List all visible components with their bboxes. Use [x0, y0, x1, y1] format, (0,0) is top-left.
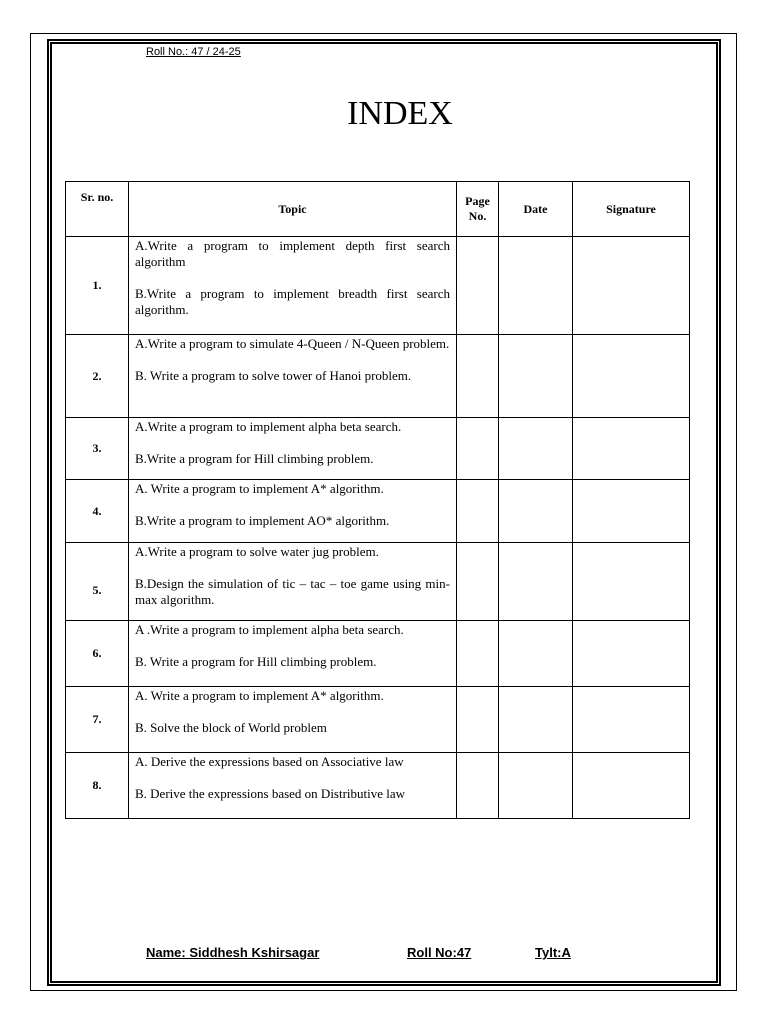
row-signature: [573, 753, 690, 819]
row-signature: [573, 418, 690, 480]
header-signature: Signature: [573, 182, 690, 237]
topic-a: A. Derive the expressions based on Associative law: [135, 754, 404, 769]
header-page-line1: Page: [465, 194, 490, 208]
roll-number-header: Roll No.: 47 / 24-25: [146, 46, 241, 58]
row-page: [457, 687, 499, 753]
row-date: [499, 687, 573, 753]
row-date: [499, 335, 573, 418]
header-sr-no: Sr. no.: [66, 182, 129, 237]
topic-b: B. Derive the expressions based on Distributive law: [135, 786, 406, 801]
row-sr: 5.: [66, 543, 129, 621]
row-topic: [129, 335, 457, 418]
row-sr: 4.: [66, 480, 129, 543]
row-page: [457, 418, 499, 480]
row-date: [499, 753, 573, 819]
row-signature: [573, 687, 690, 753]
row-date: [499, 237, 573, 335]
row-topic: [129, 237, 457, 335]
row-topic: [129, 480, 457, 543]
topic-a: A. Write a program to implement A* algorithm.: [135, 481, 384, 496]
row-sr: 2.: [66, 335, 129, 418]
topic-b: B.Write a program to implement breadth first search algorithm.: [135, 286, 450, 317]
topic-b: B.Write a program to implement AO* algorithm.: [135, 513, 390, 528]
topic-a: A.Write a program to simulate 4-Queen / N-Queen problem.: [135, 336, 450, 351]
table-row: [66, 418, 690, 480]
topic-b: B. Write a program for Hill climbing problem.: [135, 654, 377, 669]
header-topic: Topic: [129, 182, 457, 237]
row-signature: [573, 335, 690, 418]
row-sr: 8.: [66, 753, 129, 819]
topic-a: A.Write a program to solve water jug problem.: [135, 544, 379, 559]
row-topic: [129, 621, 457, 687]
row-sr: 6.: [66, 621, 129, 687]
row-page: [457, 335, 499, 418]
row-date: [499, 543, 573, 621]
row-sr: 7.: [66, 687, 129, 753]
table-row: [66, 753, 690, 819]
row-signature: [573, 237, 690, 335]
table-row: [66, 543, 690, 621]
row-page: [457, 621, 499, 687]
row-page: [457, 543, 499, 621]
table-row: [66, 335, 690, 418]
row-sr: 3.: [66, 418, 129, 480]
row-date: [499, 418, 573, 480]
row-signature: [573, 480, 690, 543]
page-title: INDEX: [347, 95, 453, 132]
header-page-no: [457, 182, 499, 237]
table-row: [66, 237, 690, 335]
row-page: [457, 753, 499, 819]
table-row: [66, 687, 690, 753]
topic-b: B.Write a program for Hill climbing problem.: [135, 451, 374, 466]
topic-a: A. Write a program to implement A* algorithm.: [135, 688, 384, 703]
table-row: [66, 480, 690, 543]
row-date: [499, 621, 573, 687]
footer-name: Name: Siddhesh Kshirsagar: [146, 945, 320, 960]
topic-b: B.Design the simulation of tic – tac – toe game using min-max algorithm.: [135, 576, 450, 607]
header-page-line2: No.: [468, 209, 487, 223]
row-topic: [129, 418, 457, 480]
table-row: [66, 621, 690, 687]
topic-a: A .Write a program to implement alpha beta search.: [135, 622, 404, 637]
row-date: [499, 480, 573, 543]
topic-b: B. Write a program to solve tower of Hanoi problem.: [135, 368, 412, 383]
topic-a: A.Write a program to implement alpha beta search.: [135, 419, 402, 434]
row-topic: [129, 687, 457, 753]
row-signature: [573, 621, 690, 687]
row-sr: 1.: [66, 237, 129, 335]
footer-roll: Roll No:47: [407, 945, 472, 960]
topic-b: B. Solve the block of World problem: [135, 720, 327, 735]
footer-class: Tylt:A: [535, 945, 571, 960]
row-page: [457, 480, 499, 543]
table-header-row: [66, 182, 690, 237]
topic-a: A.Write a program to implement depth first search algorithm: [135, 238, 450, 269]
row-topic: [129, 753, 457, 819]
row-signature: [573, 543, 690, 621]
row-topic: [129, 543, 457, 621]
index-table: [65, 181, 690, 819]
row-page: [457, 237, 499, 335]
header-date: Date: [499, 182, 573, 237]
